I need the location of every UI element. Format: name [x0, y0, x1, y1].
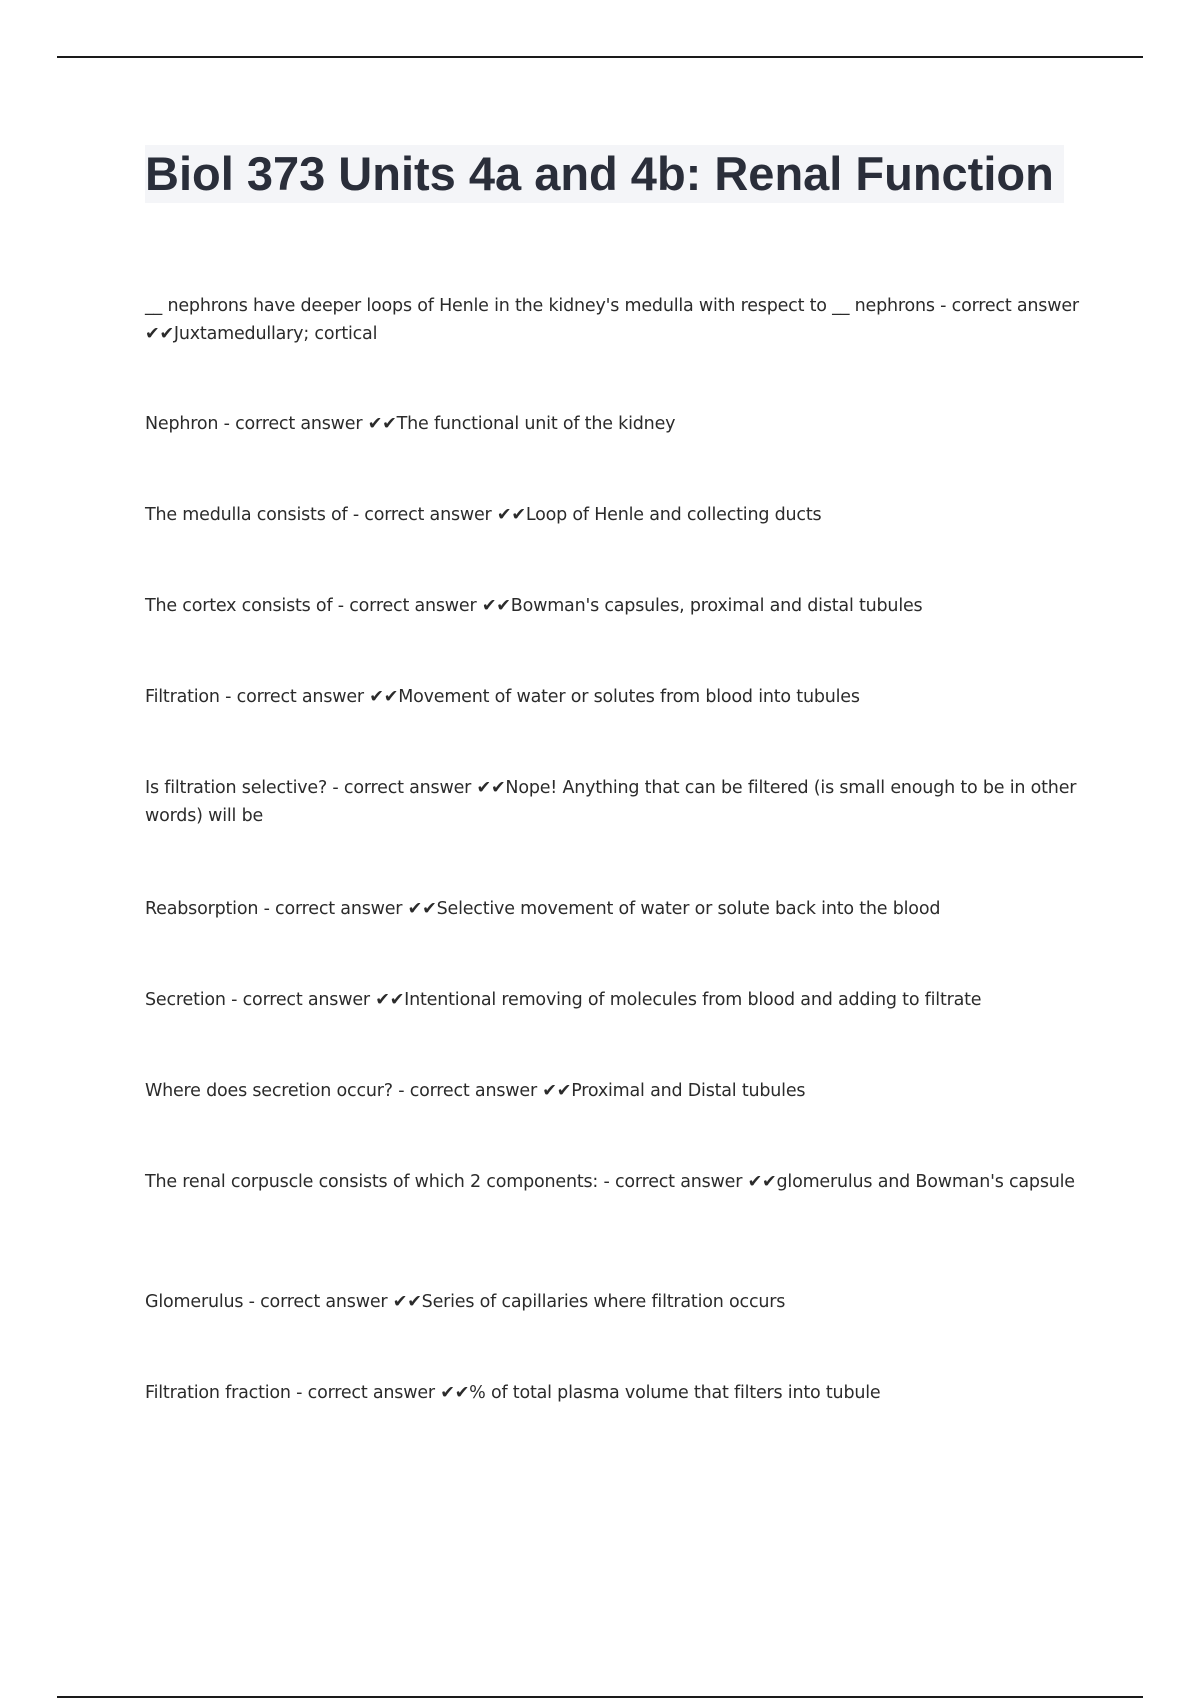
- page-title: Biol 373 Units 4a and 4b: Renal Function: [145, 147, 1054, 200]
- bottom-rule: [57, 1696, 1143, 1698]
- flashcard-nephron: Nephron - correct answer ✔✔The functional unit of the kidney: [145, 414, 676, 434]
- flashcard-filtration: Filtration - correct answer ✔✔Movement of water or solutes from blood into tubules: [145, 687, 860, 707]
- flashcard-filtration-selective: Is filtration selective? - correct answer ✔✔Nope! Anything that can be filtered (is small enough to be in other words) will be: [145, 778, 1077, 826]
- flashcard-renal-corpuscle: The renal corpuscle consists of which 2 components: - correct answer ✔✔glomerulus and Bowman's capsule: [145, 1172, 1075, 1192]
- flashcard-secretion: Secretion - correct answer ✔✔Intentional removing of molecules from blood and adding to filtrate: [145, 990, 982, 1010]
- top-rule: [57, 56, 1143, 58]
- flashcard-cortex: The cortex consists of - correct answer ✔✔Bowman's capsules, proximal and distal tubules: [145, 596, 923, 616]
- flashcard-medulla: The medulla consists of - correct answer ✔✔Loop of Henle and collecting ducts: [145, 505, 822, 525]
- flashcard-glomerulus: Glomerulus - correct answer ✔✔Series of capillaries where filtration occurs: [145, 1292, 786, 1312]
- flashcard-juxtamedullary: __ nephrons have deeper loops of Henle in the kidney's medulla with respect to __ nephrons - correct answer ✔✔Juxtamedullary; cortical: [145, 296, 1079, 344]
- flashcard-secretion-location: Where does secretion occur? - correct answer ✔✔Proximal and Distal tubules: [145, 1081, 806, 1101]
- flashcard-reabsorption: Reabsorption - correct answer ✔✔Selective movement of water or solute back into the blood: [145, 899, 941, 919]
- title-highlight: [145, 145, 1064, 203]
- flashcard-filtration-fraction: Filtration fraction - correct answer ✔✔% of total plasma volume that filters into tubule: [145, 1383, 881, 1403]
